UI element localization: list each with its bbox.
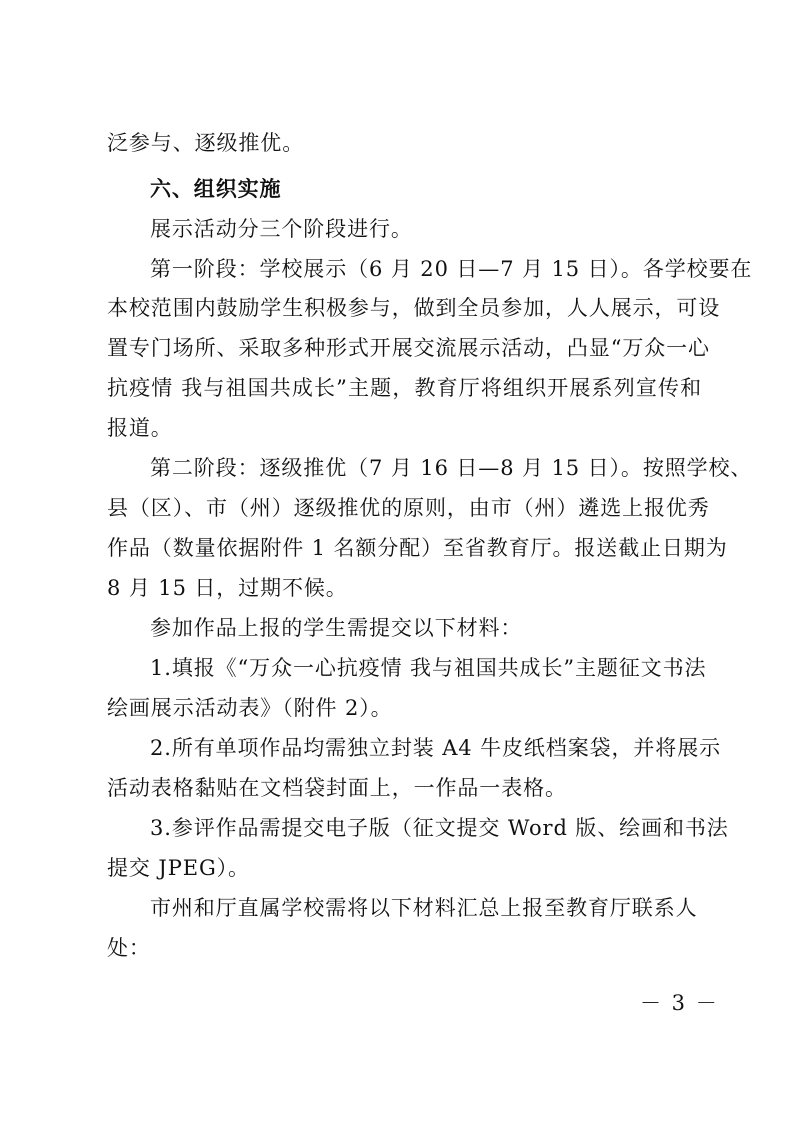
paragraph-line: 3.参评作品需提交电子版（征文提交 Word 版、绘画和书法 (150, 816, 729, 840)
paragraph-line: 第二阶段：逐级推优（7 月 16 日—8 月 15 日）。按照学校、 (150, 456, 753, 480)
section-heading: 六、组织实施 (150, 177, 282, 201)
paragraph-line: 提交 JPEG）。 (107, 856, 250, 880)
paragraph-line: 县（区）、市（州）逐级推优的原则，由市（州）遴选上报优秀 (107, 496, 710, 520)
paragraph-line: 8 月 15 日，过期不候。 (107, 576, 348, 600)
paragraph-line: 报道。 (107, 416, 173, 440)
paragraph-line: 绘画展示活动表》（附件 2）。 (107, 696, 393, 720)
paragraph-line: 处： (107, 936, 151, 960)
paragraph-line: 第一阶段：学校展示（6 月 20 日—7 月 15 日）。各学校要在 (150, 257, 753, 281)
paragraph-line: 展示活动分三个阶段进行。 (150, 217, 413, 241)
paragraph-line: 置专门场所、采取多种形式开展交流展示活动，凸显“万众一心 (107, 336, 710, 360)
paragraph-line: 抗疫情 我与祖国共成长”主题，教育厅将组织开展系列宣传和 (107, 376, 702, 400)
paragraph-line: 2.所有单项作品均需独立封装 A4 牛皮纸档案袋，并将展示 (150, 736, 722, 760)
paragraph-line: 1.填报《“万众一心抗疫情 我与祖国共成长”主题征文书法 (150, 656, 707, 680)
paragraph-line: 泛参与、逐级推优。 (107, 131, 305, 155)
paragraph-line: 本校范围内鼓励学生积极参与，做到全员参加，人人展示，可设 (107, 296, 721, 320)
paragraph-line: 作品（数量依据附件 1 名额分配）至省教育厅。报送截止日期为 (107, 536, 728, 560)
page-number: － 3 － (640, 991, 719, 1015)
paragraph-line: 活动表格黏贴在文档袋封面上，一作品一表格。 (107, 776, 567, 800)
paragraph-line: 参加作品上报的学生需提交以下材料： (150, 616, 523, 640)
paragraph-line: 市州和厅直属学校需将以下材料汇总上报至教育厅联系人 (150, 896, 698, 920)
